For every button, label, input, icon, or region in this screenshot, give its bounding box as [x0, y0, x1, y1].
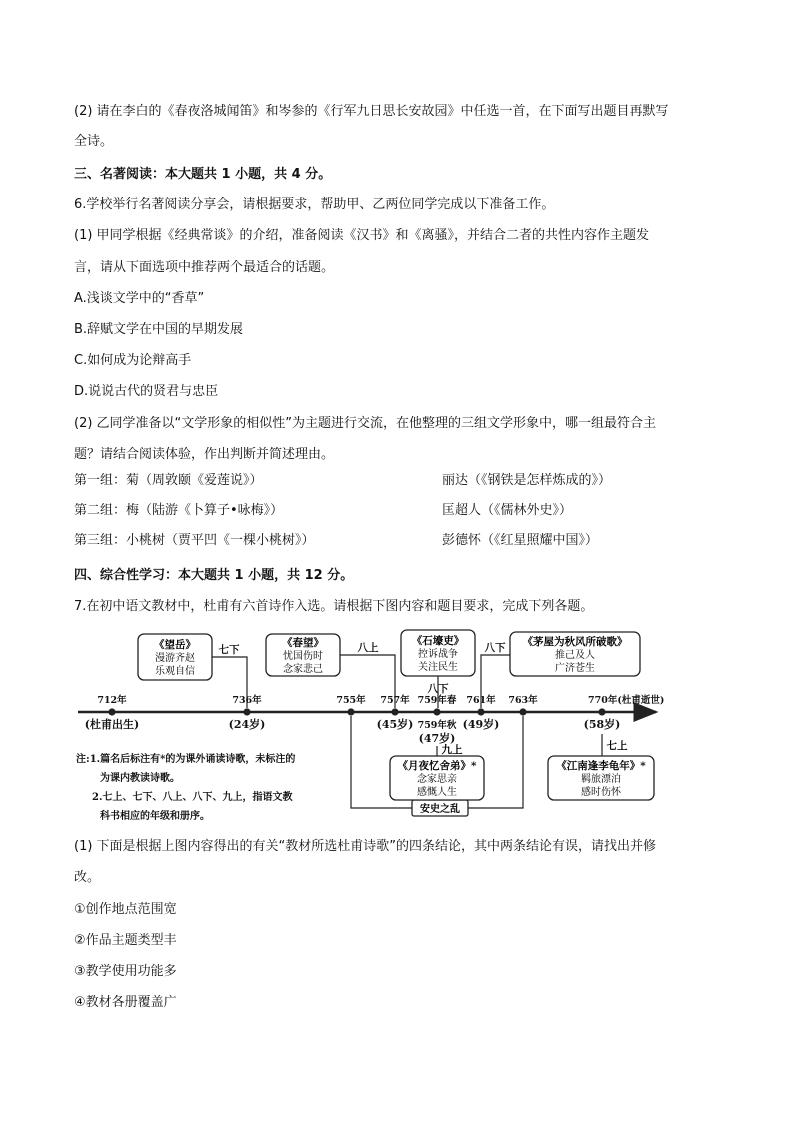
- poem-theme: 推己及人: [555, 650, 595, 661]
- poem-theme: 广济苍生: [555, 663, 595, 674]
- age-label: (24岁): [228, 718, 266, 731]
- year-label: 759年春: [417, 695, 457, 706]
- question-text: (2) 请在李白的《春夜洛城闻笛》和岑参的《行军九日思长安故园》中任选一首，在下面写出题目再默写: [74, 104, 669, 119]
- question-text: (1) 下面是根据上图内容得出的有关“教材所选杜甫诗歌”的四条结论，其中两条结论有误，请找出并修: [74, 839, 657, 854]
- poem-title: 《望岳》: [154, 639, 196, 651]
- poem-theme: 乐观自信: [155, 666, 195, 677]
- poem-theme: 感慨人生: [417, 787, 457, 798]
- year-label: 736年: [232, 695, 262, 706]
- question-text: (2) 乙同学准备以“文学形象的相似性”为主题进行交流，在他整理的三组文学形象中，哪一组最符合主: [74, 416, 657, 431]
- group-right: 匡超人（《儒林外史》）: [442, 503, 573, 518]
- group-row: [74, 472, 714, 490]
- group-left: 第二组：梅（陆游《卜算子•咏梅》）: [74, 503, 284, 518]
- age-label: (58岁): [583, 718, 621, 731]
- grade-label: 九上: [441, 744, 463, 756]
- poem-theme: 感时伤怀: [581, 787, 621, 798]
- grade-label: 七下: [218, 644, 240, 656]
- question-text: 改。: [74, 870, 101, 885]
- poem-theme: 漫游齐赵: [155, 653, 195, 664]
- option-c: C.如何成为论辩高手: [74, 353, 192, 368]
- grade-label: 八下: [427, 683, 449, 695]
- year-label: 770年(杜甫逝世): [588, 695, 665, 706]
- group-left: 第三组：小桃树（贾平凹《一棵小桃树》）: [74, 533, 315, 548]
- grade-label: 八上: [357, 642, 379, 654]
- figure-note: 为课内教读诗歌。: [100, 773, 180, 784]
- poem-box: [401, 630, 475, 676]
- figure-note: 科书相应的年级和册序。: [100, 811, 210, 822]
- poem-theme: 念家悲己: [283, 664, 323, 675]
- group-right: 彭德怀（《红星照耀中国》）: [442, 533, 599, 548]
- conclusion-item: ③教学使用功能多: [74, 964, 177, 979]
- poem-theme: 控诉战争: [418, 649, 458, 660]
- dot-770: [598, 708, 605, 715]
- group-row: [74, 532, 714, 550]
- poem-title: 《茅屋为秋风所破歌》: [522, 636, 628, 648]
- dot-763: [519, 708, 526, 715]
- figure-note: 2.七上、七下、八上、八下、九上，指语文教: [92, 792, 293, 803]
- year-label: 712年: [97, 695, 127, 706]
- anshi-label: 安史之乱: [420, 804, 460, 815]
- option-a: A.浅谈文学中的“香草”: [74, 291, 205, 306]
- option-d: D.说说古代的贤君与忠臣: [74, 384, 219, 399]
- year-label: 763年: [508, 695, 538, 706]
- poem-box: [266, 634, 340, 676]
- year-label: 757年: [380, 695, 410, 706]
- year-label: 755年: [336, 695, 366, 706]
- group-row: [74, 502, 714, 520]
- dot-736: [243, 708, 250, 715]
- grade-label: 七上: [606, 740, 628, 752]
- grade-label: 八下: [484, 642, 506, 654]
- poem-box: [510, 632, 640, 676]
- age-label: (49岁): [462, 718, 500, 731]
- section-heading: 四、综合性学习：本大题共 1 小题，共 12 分。: [74, 568, 354, 583]
- conclusion-item: ②作品主题类型丰: [74, 933, 177, 948]
- du-fu-timeline-figure: [0, 622, 794, 832]
- poem-theme: 关注民生: [418, 662, 458, 673]
- figure-note: 注:1.篇名后标注有*的为课外诵读诗歌，未标注的: [76, 754, 296, 765]
- question-text: (1) 甲同学根据《经典常谈》的介绍，准备阅读《汉书》和《离骚》，并结合二者的共性内容作主题发: [74, 228, 650, 243]
- dot-712: [108, 708, 115, 715]
- age-label: (47岁): [418, 732, 456, 745]
- conclusion-item: ①创作地点范围宽: [74, 902, 177, 917]
- question-text: 全诗。: [74, 134, 114, 149]
- poem-title: 《石壕吏》: [411, 635, 465, 647]
- poem-theme: 羁旅漂泊: [581, 774, 621, 785]
- question-stem: 6.学校举行名著阅读分享会，请根据要求，帮助甲、乙两位同学完成以下准备工作。: [74, 197, 555, 212]
- year-label-759-autumn: 759年秋: [417, 720, 457, 731]
- dot-755: [347, 708, 354, 715]
- group-left: 第一组：菊（周敦颐《爱莲说》）: [74, 473, 263, 488]
- poem-box: [548, 756, 654, 800]
- poem-title: 《春望》: [282, 637, 324, 649]
- year-label: 761年: [466, 695, 496, 706]
- poem-theme: 念家思亲: [417, 774, 457, 785]
- age-label: (45岁): [376, 718, 414, 731]
- question-text: 言，请从下面选项中推荐两个最适合的话题。: [74, 260, 335, 275]
- option-b: B.辞赋文学在中国的早期发展: [74, 322, 244, 337]
- dot-759: [433, 708, 440, 715]
- poem-theme: 忧国伤时: [283, 651, 323, 662]
- dot-757: [391, 708, 398, 715]
- section-heading: 三、名著阅读：本大题共 1 小题，共 4 分。: [74, 167, 332, 182]
- question-stem: 7.在初中语文教材中，杜甫有六首诗作入选。请根据下图内容和题目要求，完成下列各题。: [74, 599, 594, 614]
- age-label: (杜甫出生): [84, 718, 140, 731]
- group-right: 丽达（《钢铁是怎样炼成的》）: [442, 473, 612, 488]
- conclusion-item: ④教材各册覆盖广: [74, 995, 177, 1010]
- dot-761: [477, 708, 484, 715]
- poem-title: 《江南逢李龟年》*: [556, 760, 646, 772]
- question-text: 题？请结合阅读体验，作出判断并简述理由。: [74, 447, 335, 462]
- poem-box: [390, 756, 484, 800]
- poem-box: [138, 634, 212, 680]
- poem-title: 《月夜忆舍弟》*: [397, 760, 477, 772]
